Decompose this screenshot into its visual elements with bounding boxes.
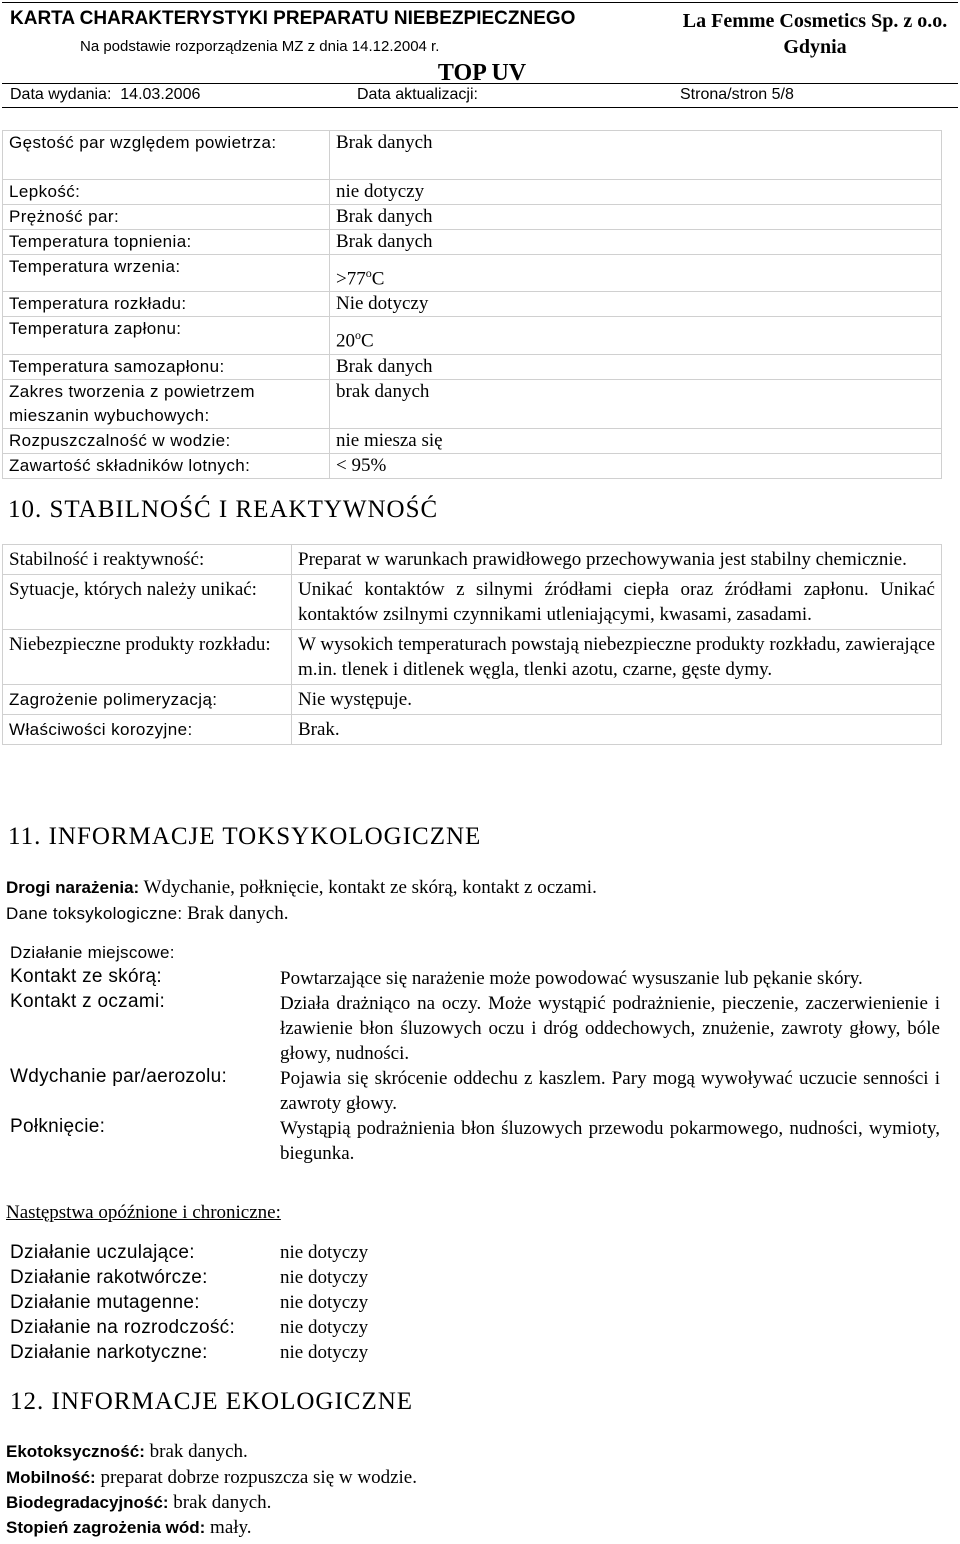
chronic-value: nie dotyczy	[280, 1242, 369, 1263]
value-unit: C	[371, 268, 385, 290]
property-value: < 95%	[330, 453, 942, 478]
table-row	[3, 379, 942, 428]
value-number: 20	[336, 330, 355, 352]
ecotoxicity	[6, 1441, 248, 1463]
table-row	[3, 180, 942, 205]
update-date-label: Data aktualizacji:	[357, 86, 478, 103]
exposure-routes-value: Wdychanie, połknięcie, kontakt ze skórą, kontakt z oczami.	[143, 877, 597, 898]
delayed-effects-heading: Następstwa opóźnione i chroniczne:	[6, 1202, 281, 1223]
biodegradability-value: brak danych.	[173, 1492, 272, 1513]
document-title: KARTA CHARAKTERYSTYKI PREPARATU NIEBEZPIECZNEGO	[10, 8, 576, 29]
table-row	[3, 317, 942, 354]
exposure-routes-label: Drogi narażenia:	[6, 878, 140, 897]
table-row	[3, 545, 942, 575]
list-item	[10, 1116, 940, 1166]
effect-label: Wdychanie par/aerozolu:	[10, 1066, 228, 1087]
local-effects-list	[10, 966, 940, 1166]
page-number: Strona/stron 5/8	[680, 86, 794, 103]
section-10-heading: 10. STABILNOŚĆ I REAKTYWNOŚĆ	[8, 496, 439, 523]
property-label: Gęstość par względem powietrza:	[3, 131, 330, 180]
water-hazard	[6, 1517, 252, 1539]
effect-value: Powtarzające się narażenie może powodować wysuszanie lub pękanie skóry.	[280, 968, 863, 989]
chronic-label: Działanie mutagenne:	[10, 1292, 200, 1313]
list-item	[10, 966, 940, 991]
toxicological-data-value: Brak danych.	[187, 903, 289, 924]
table-row	[3, 205, 942, 230]
water-hazard-value: mały.	[210, 1517, 252, 1538]
stability-label: Niebezpieczne produkty rozkładu:	[3, 630, 292, 685]
company-city: Gdynia	[783, 36, 847, 58]
exposure-routes	[6, 877, 597, 899]
chronic-label: Działanie narkotyczne:	[10, 1342, 208, 1363]
effect-label: Kontakt z oczami:	[10, 991, 166, 1012]
table-row	[10, 1315, 368, 1340]
property-value: nie miesza się	[330, 428, 942, 453]
property-label: Temperatura topnienia:	[3, 230, 330, 255]
property-label: Prężność par:	[3, 205, 330, 230]
stability-value: Brak.	[292, 715, 942, 745]
water-hazard-label: Stopień zagrożenia wód:	[6, 1518, 206, 1537]
mobility-value: preparat dobrze rozpuszcza się w wodzie.	[100, 1467, 417, 1488]
chronic-value: nie dotyczy	[280, 1267, 369, 1288]
chronic-label: Działanie rakotwórcze:	[10, 1267, 208, 1288]
table-row	[3, 715, 942, 745]
issue-date-value: 14.03.2006	[120, 86, 201, 103]
header-divider	[2, 83, 958, 84]
issue-date-label: Data wydania:	[10, 86, 112, 103]
company-name: La Femme Cosmetics Sp. z o.o.	[682, 10, 948, 32]
table-row	[3, 131, 942, 180]
physical-properties-table	[2, 130, 942, 479]
stability-label: Stabilność i reaktywność:	[3, 545, 292, 575]
value-unit: C	[361, 330, 374, 352]
legal-basis: Na podstawie rozporządzenia MZ z dnia 14.12.2004 r.	[80, 38, 440, 55]
biodegradability	[6, 1492, 271, 1514]
stability-value: Unikać kontaktów z silnymi źródłami ciepła oraz źródłami zapłonu. Unikać kontaktów zsilnymi czynnikami utleniającymi, kwasami, zasadami.	[292, 575, 942, 630]
table-row	[3, 575, 942, 630]
table-row	[3, 292, 942, 317]
property-value: Brak danych	[330, 131, 942, 180]
table-row	[10, 1340, 368, 1365]
value-number: >77	[336, 268, 366, 290]
property-label: Temperatura wrzenia:	[3, 255, 330, 292]
stability-label: Właściwości korozyjne:	[3, 715, 292, 745]
local-effects-heading: Działanie miejscowe:	[10, 943, 175, 962]
chronic-value: nie dotyczy	[280, 1317, 369, 1338]
chronic-effects-table	[10, 1240, 368, 1365]
property-label: Temperatura rozkładu:	[3, 292, 330, 317]
table-row	[3, 428, 942, 453]
chronic-label: Działanie uczulające:	[10, 1242, 195, 1263]
chronic-label: Działanie na rozrodczość:	[10, 1317, 236, 1338]
ecotoxicity-value: brak danych.	[149, 1441, 248, 1462]
stability-value: Nie występuje.	[292, 685, 942, 715]
effect-label: Kontakt ze skórą:	[10, 966, 162, 987]
issue-date	[10, 86, 200, 104]
section-12-heading: 12. INFORMACJE EKOLOGICZNE	[10, 1388, 414, 1415]
chronic-value: nie dotyczy	[280, 1292, 369, 1313]
table-row	[3, 255, 942, 292]
table-row	[3, 453, 942, 478]
property-value: Brak danych	[330, 230, 942, 255]
list-item	[10, 1066, 940, 1116]
product-name: TOP UV	[437, 60, 527, 86]
chronic-value: nie dotyczy	[280, 1342, 369, 1363]
stability-table	[2, 544, 942, 745]
list-item	[10, 991, 940, 1066]
company-info	[670, 8, 960, 60]
property-value: brak danych	[330, 379, 942, 428]
table-row	[3, 230, 942, 255]
table-row	[3, 630, 942, 685]
stability-value: Preparat w warunkach prawidłowego przechowywania jest stabilny chemicznie.	[292, 545, 942, 575]
property-value: Nie dotyczy	[330, 292, 942, 317]
effect-value: Wystąpią podrażnienia błon śluzowych przewodu pokarmowego, nudności, wymioty, biegunka.	[280, 1118, 940, 1164]
property-value: nie dotyczy	[330, 180, 942, 205]
toxicological-data-label: Dane toksykologiczne:	[6, 904, 183, 923]
section-11-heading: 11. INFORMACJE TOKSYKOLOGICZNE	[8, 823, 482, 850]
effect-value: Pojawia się skrócenie oddechu z kaszlem. Pary mogą wywoływać uczucie senności i zawroty głowy.	[280, 1068, 940, 1114]
property-value: Brak danych	[330, 354, 942, 379]
property-label: Zawartość składników lotnych:	[3, 453, 330, 478]
document-header	[2, 2, 958, 108]
biodegradability-label: Biodegradacyjność:	[6, 1493, 169, 1512]
mobility	[6, 1467, 417, 1489]
property-value: Brak danych	[330, 205, 942, 230]
property-label: Temperatura samozapłonu:	[3, 354, 330, 379]
degree-sign: o	[355, 328, 361, 343]
table-row	[10, 1240, 368, 1265]
property-label: Rozpuszczalność w wodzie:	[3, 428, 330, 453]
effect-label: Połknięcie:	[10, 1116, 106, 1137]
property-value	[330, 317, 942, 354]
stability-label: Zagrożenie polimeryzacją:	[3, 685, 292, 715]
property-label: Temperatura zapłonu:	[3, 317, 330, 354]
mobility-label: Mobilność:	[6, 1468, 96, 1487]
table-row	[3, 685, 942, 715]
property-value	[330, 255, 942, 292]
ecotoxicity-label: Ekotoksyczność:	[6, 1442, 145, 1461]
table-row	[10, 1290, 368, 1315]
effect-value: Działa drażniąco na oczy. Może wystąpić podrażnienie, pieczenie, zaczerwienienie i łzawienie błon śluzowych oczu i dróg oddechowych, znużenie, zawroty głowy, bóle głowy, nudności.	[280, 993, 940, 1064]
stability-value: W wysokich temperaturach powstają niebezpieczne produkty rozkładu, zawierające m.in. tlenek i ditlenek węgla, tlenki azotu, czarne, gęste dymy.	[292, 630, 942, 685]
toxicological-data	[6, 903, 288, 925]
degree-sign: o	[365, 266, 372, 280]
property-label: Lepkość:	[3, 180, 330, 205]
property-label: Zakres tworzenia z powietrzem mieszanin wybuchowych:	[3, 379, 330, 428]
stability-label: Sytuacje, których należy unikać:	[3, 575, 292, 630]
table-row	[10, 1265, 368, 1290]
table-row	[3, 354, 942, 379]
